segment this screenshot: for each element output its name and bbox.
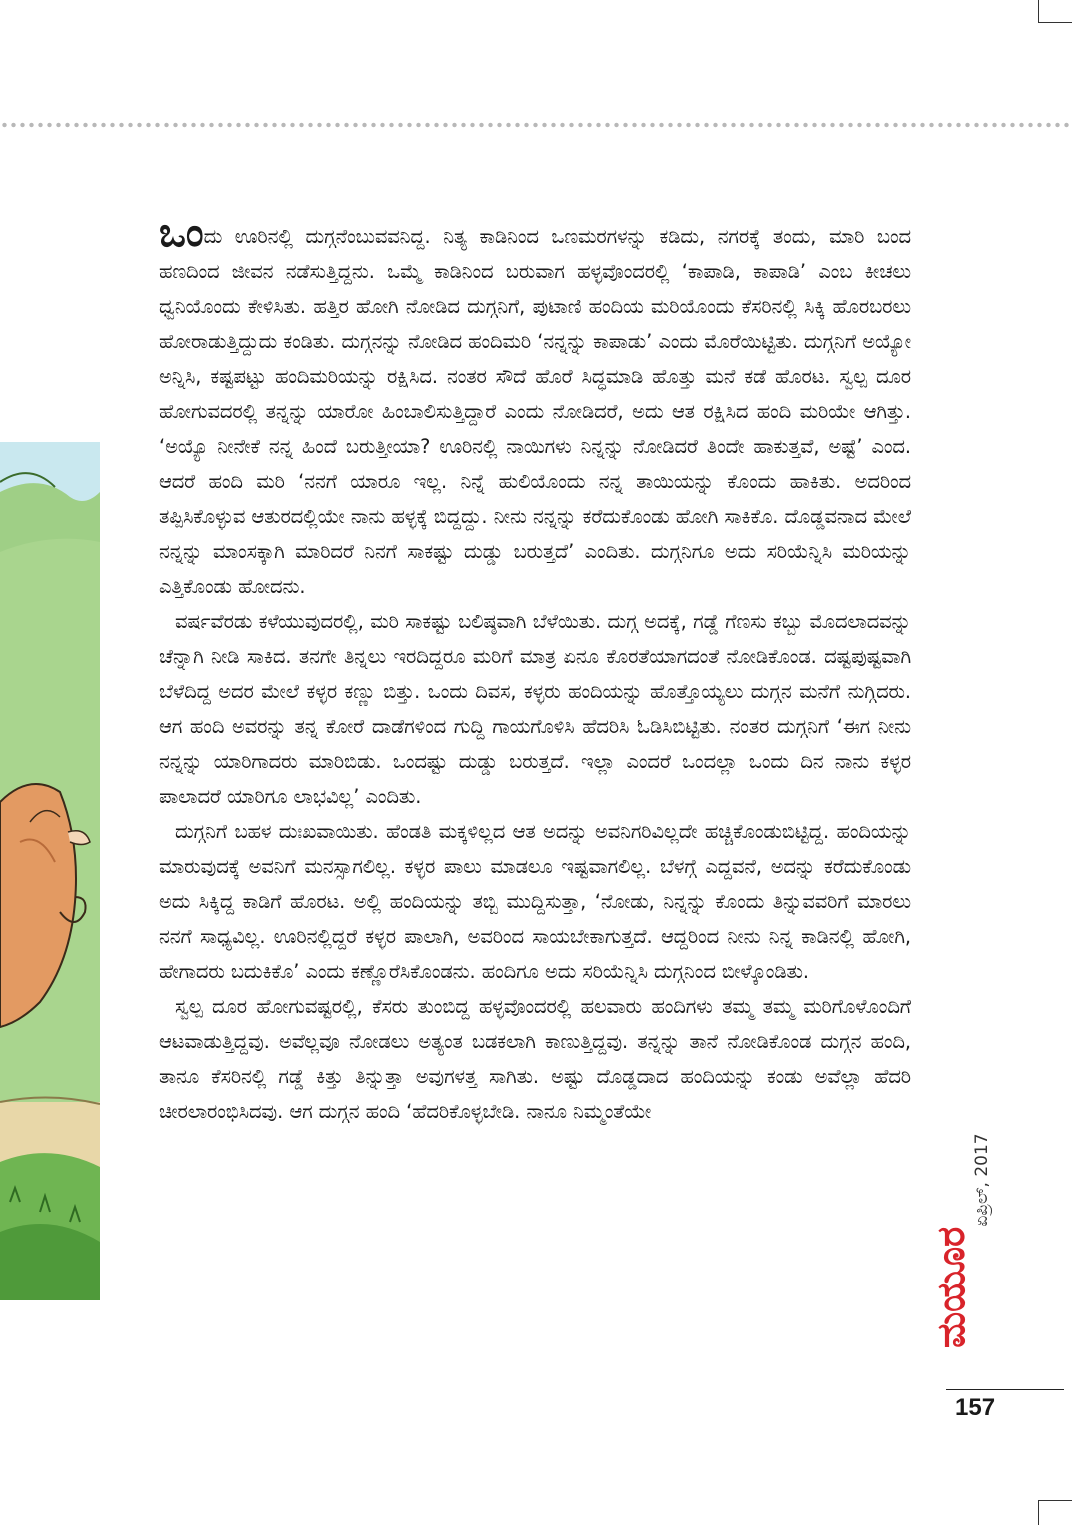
paragraph-4: ಸ್ವಲ್ಪ ದೂರ ಹೋಗುವಷ್ಟರಲ್ಲಿ, ಕೆಸರು ತುಂಬಿದ್ದ ಹಳ್ಳವೊಂದರಲ್ಲಿ ಹಲವಾರು ಹಂದಿಗಳು ತಮ್ಮ ತಮ್ಮ ಮರಿಗೊಳೊಂದಿಗೆ ಆಟವಾಡುತ್ತಿದ್ದವು. ಅವೆಲ್ಲವೂ ನೋಡಲು ಅತ್ಯಂತ ಬಡಕಲಾಗಿ ಕಾಣುತ್ತಿದ್ದವು. ತನ್ನನ್ನು ತಾನೆ ನೋಡಿಕೊಂಡ ದುಗ್ಗನ ಹಂದಿ, ತಾನೂ ಕೆಸರಿನಲ್ಲಿ ಗಡ್ಡೆ ಕಿತ್ತು ತಿನ್ನುತ್ತಾ ಅವುಗಳತ್ತ ಸಾಗಿತು. ಅಷ್ಟು ದೊಡ್ಡದಾದ ಹಂದಿಯನ್ನು ಕಂಡು ಅವೆಲ್ಲಾ ಹೆದರಿ ಚೀರಲಾರಂಭಿಸಿದವು. ಆಗ ದುಗ್ಗನ ಹಂದಿ ‘ಹೆದರಿಕೊಳ್ಳಬೇಡಿ. ನಾನೂ ನಿಮ್ಮಂತೆಯೇ — [159, 995, 911, 1123]
footer-rule — [946, 1389, 1064, 1390]
paragraph-1 — [159, 209, 911, 604]
paragraph-2: ವರ್ಷವೆರಡು ಕಳೆಯುವುದರಲ್ಲಿ, ಮರಿ ಸಾಕಷ್ಟು ಬಲಿಷ್ಠವಾಗಿ ಬೆಳೆಯಿತು. ದುಗ್ಗ ಅದಕ್ಕೆ, ಗಡ್ಡೆ ಗೆಣಸು ಕಬ್ಬು ಮೊದಲಾದವನ್ನು ಚೆನ್ನಾಗಿ ನೀಡಿ ಸಾಕಿದ. ತನಗೇ ತಿನ್ನಲು ಇರದಿದ್ದರೂ ಮರಿಗೆ ಮಾತ್ರ ಏನೂ ಕೊರತೆಯಾಗದಂತೆ ನೋಡಿಕೊಂಡ. ದಷ್ಟಪುಷ್ಟವಾಗಿ ಬೆಳೆದಿದ್ದ ಅದರ ಮೇಲೆ ಕಳ್ಳರ ಕಣ್ಣು ಬಿತ್ತು. ಒಂದು ದಿವಸ, ಕಳ್ಳರು ಹಂದಿಯನ್ನು ಹೊತ್ತೊಯ್ಯಲು ದುಗ್ಗನ ಮನೆಗೆ ನುಗ್ಗಿದರು. ಆಗ ಹಂದಿ ಅವರನ್ನು ತನ್ನ ಕೋರೆ ದಾಡೆಗಳಿಂದ ಗುದ್ದಿ ಗಾಯಗೊಳಿಸಿ ಹೆದರಿಸಿ ಓಡಿಸಿಬಿಟ್ಟಿತು. ನಂತರ ದುಗ್ಗನಿಗೆ ‘ಈಗ ನೀನು ನನ್ನನ್ನು ಯಾರಿಗಾದರು ಮಾರಿಬಿಡು. ಒಂದಷ್ಟು ದುಡ್ಡು ಬರುತ್ತದೆ. ಇಲ್ಲಾ ಎಂದರೆ ಒಂದಲ್ಲಾ ಒಂದು ದಿನ ನಾನು ಕಳ್ಳರ ಪಾಲಾದರೆ ಯಾರಿಗೂ ಲಾಭವಿಲ್ಲ’ ಎಂದಿತು. — [159, 610, 911, 808]
crop-mark-top-vertical — [1038, 0, 1039, 22]
magazine-logo: ಮಯೂರ — [929, 1226, 973, 1348]
crop-mark-top-horizontal — [1038, 22, 1072, 23]
crop-mark-bottom-vertical — [1038, 1500, 1039, 1525]
drop-cap: ಒಂ — [159, 209, 204, 256]
paragraph-3: ದುಗ್ಗನಿಗೆ ಬಹಳ ದುಃಖವಾಯಿತು. ಹೆಂಡತಿ ಮಕ್ಕಳಿಲ್ಲದ ಆತ ಅದನ್ನು ಅವನಿಗರಿವಿಲ್ಲದೇ ಹಚ್ಚಿಕೊಂಡುಬಿಟ್ಟಿದ್ದ. ಹಂದಿಯನ್ನು ಮಾರುವುದಕ್ಕೆ ಅವನಿಗೆ ಮನಸ್ಸಾಗಲಿಲ್ಲ. ಕಳ್ಳರ ಪಾಲು ಮಾಡಲೂ ಇಷ್ಟವಾಗಲಿಲ್ಲ. ಬೆಳಗ್ಗೆ ಎದ್ದವನೆ, ಅದನ್ನು ಕರೆದುಕೊಂಡು ಅದು ಸಿಕ್ಕಿದ್ದ ಕಾಡಿಗೆ ಹೊರಟ. ಅಲ್ಲಿ ಹಂದಿಯನ್ನು ತಬ್ಬಿ ಮುದ್ದಿಸುತ್ತಾ, ‘ನೋಡು, ನಿನ್ನನ್ನು ಕೊಂದು ತಿನ್ನುವವರಿಗೆ ಮಾರಲು ನನಗೆ ಸಾಧ್ಯವಿಲ್ಲ. ಊರಿನಲ್ಲಿದ್ದರೆ ಕಳ್ಳರ ಪಾಲಾಗಿ, ಅವರಿಂದ ಸಾಯಬೇಕಾಗುತ್ತದೆ. ಆದ್ದರಿಂದ ನೀನು ನಿನ್ನ ಕಾಡಿನಲ್ಲಿ ಹೋಗಿ, ಹೇಗಾದರು ಬದುಕಿಕೊ’ ಎಂದು ಕಣ್ಣೊರೆಸಿಕೊಂಡನು. ಹಂದಿಗೂ ಅದು ಸರಿಯೆನ್ನಿಸಿ ದುಗ್ಗನಿಂದ ಬೀಳ್ಕೊಂಡಿತು. — [159, 820, 911, 983]
dotted-divider — [0, 122, 1072, 128]
paragraph-1-text: ದು ಊರಿನಲ್ಲಿ ದುಗ್ಗನೆಂಬುವವನಿದ್ದ. ನಿತ್ಯ ಕಾಡಿನಿಂದ ಒಣಮರಗಳನ್ನು ಕಡಿದು, ನಗರಕ್ಕೆ ತಂದು, ಮಾರಿ ಬಂದ ಹಣದಿಂದ ಜೀವನ ನಡೆಸುತ್ತಿದ್ದನು. ಒಮ್ಮೆ ಕಾಡಿನಿಂದ ಬರುವಾಗ ಹಳ್ಳವೊಂದರಲ್ಲಿ ‘ಕಾಪಾಡಿ, ಕಾಪಾಡಿ’ ಎಂಬ ಕೀಚಲು ಧ್ವನಿಯೊಂದು ಕೇಳಿಸಿತು. ಹತ್ತಿರ ಹೋಗಿ ನೋಡಿದ ದುಗ್ಗನಿಗೆ, ಪುಟಾಣಿ ಹಂದಿಯ ಮರಿಯೊಂದು ಕೆಸರಿನಲ್ಲಿ ಸಿಕ್ಕಿ ಹೊರಬರಲು ಹೋರಾಡುತ್ತಿದ್ದುದು ಕಂಡಿತು. ದುಗ್ಗನನ್ನು ನೋಡಿದ ಹಂದಿಮರಿ ‘ನನ್ನನ್ನು ಕಾಪಾಡು’ ಎಂದು ಮೊರೆಯಿಟ್ಟಿತು. ದುಗ್ಗನಿಗೆ ಅಯ್ಯೋ ಅನ್ನಿಸಿ, ಕಷ್ಟಪಟ್ಟು ಹಂದಿಮರಿಯನ್ನು ರಕ್ಷಿಸಿದ. ನಂತರ ಸೌದೆ ಹೊರೆ ಸಿದ್ಧಮಾಡಿ ಹೊತ್ತು ಮನೆ ಕಡೆ ಹೊರಟ. ಸ್ವಲ್ಪ ದೂರ ಹೋಗುವದರಲ್ಲಿ ತನ್ನನ್ನು ಯಾರೋ ಹಿಂಬಾಲಿಸುತ್ತಿದ್ದಾರೆ ಎಂದು ನೋಡಿದರೆ, ಅದು ಆತ ರಕ್ಷಿಸಿದ ಹಂದಿ ಮರಿಯೇ ಆಗಿತ್ತು. ‘ಅಯ್ಯೊ ನೀನೇಕೆ ನನ್ನ ಹಿಂದೆ ಬರುತ್ತೀಯಾ? ಊರಿನಲ್ಲಿ ನಾಯಿಗಳು ನಿನ್ನನ್ನು ನೋಡಿದರೆ ತಿಂದೇ ಹಾಕುತ್ತವೆ, ಅಷ್ಟೆ’ ಎಂದ. ಆದರೆ ಹಂದಿ ಮರಿ ‘ನನಗೆ ಯಾರೂ ಇಲ್ಲ. ನಿನ್ನೆ ಹುಲಿಯೊಂದು ನನ್ನ ತಾಯಿಯನ್ನು ಕೊಂದು ಹಾಕಿತು. ಅದರಿಂದ ತಪ್ಪಿಸಿಕೊಳ್ಳುವ ಆತುರದಲ್ಲಿಯೇ ನಾನು ಹಳ್ಳಕ್ಕೆ ಬಿದ್ದದ್ದು. ನೀನು ನನ್ನನ್ನು ಕರೆದುಕೊಂಡು ಹೋಗಿ ಸಾಕಿಕೊ. ದೊಡ್ಡವನಾದ ಮೇಲೆ ನನ್ನನ್ನು ಮಾಂಸಕ್ಕಾಗಿ ಮಾರಿದರೆ ನಿನಗೆ ಸಾಕಷ್ಟು ದುಡ್ಡು ಬರುತ್ತದೆ’ ಎಂದಿತು. ದುಗ್ಗನಿಗೂ ಅದು ಸರಿಯೆನ್ನಿಸಿ ಮರಿಯನ್ನು ಎತ್ತಿಕೊಂಡು ಹೋದನು. — [159, 225, 911, 598]
story-illustration — [0, 442, 100, 1300]
story-article — [159, 209, 911, 1129]
crop-mark-bottom-horizontal — [1038, 1500, 1072, 1501]
page-number: 157 — [955, 1394, 996, 1421]
issue-date: ಏಪ್ರಿಲ್, 2017 — [972, 1133, 992, 1227]
